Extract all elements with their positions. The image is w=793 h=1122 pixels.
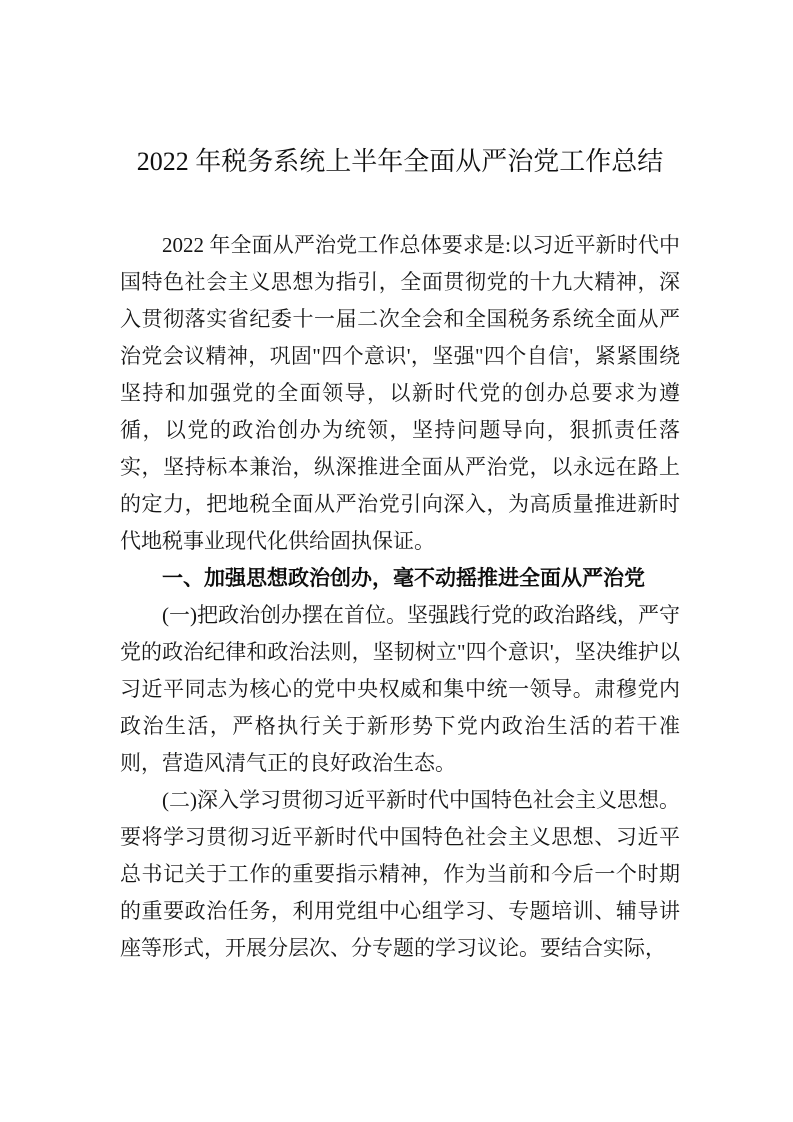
- section-1-heading: 一、加强思想政治创办，毫不动摇推进全面从严治党: [162, 567, 645, 590]
- section-1-paragraph-2: (二)深入学习贯彻习近平新时代中国特色社会主义思想。要将学习贯彻习近平新时代中国特色社会主义思想、习近平总书记关于工作的重要指示精神，作为当前和今后一个时期的重要政治任务，利用党组中心组学习、专题培训、辅导讲座等形式，开展分层次、分专题的学习议论。要结合实际，: [120, 788, 680, 960]
- document-title: 2022 年税务系统上半年全面从严治党工作总结: [136, 147, 664, 176]
- section-1-paragraph-1: (一)把政治创办摆在首位。坚强践行党的政治路线，严守党的政治纪律和政治法则，坚韧树立"四个意识'，坚决维护以习近平同志为核心的党中央权威和集中统一领导。肃穆党内政治生活，严格执行关于新形势下党内政治生活的若干准则，营造风清气正的良好政治生态。: [120, 603, 680, 775]
- intro-paragraph: 2022 年全面从严治党工作总体要求是:以习近平新时代中国特色社会主义思想为指引，全面贯彻党的十九大精神，深入贯彻落实省纪委十一届二次全会和全国税务系统全面从严治党会议精神，巩固"四个意识'，坚强"四个自信'，紧紧围绕坚持和加强党的全面领导，以新时代党的创办总要求为遵循，以党的政治创办为统领，坚持问题导向，狠抓责任落实，坚持标本兼治，纵深推进全面从严治党，以永远在路上的定力，把地税全面从严治党引向深入，为高质量推进新时代地税事业现代化供给固执保证。: [120, 233, 680, 553]
